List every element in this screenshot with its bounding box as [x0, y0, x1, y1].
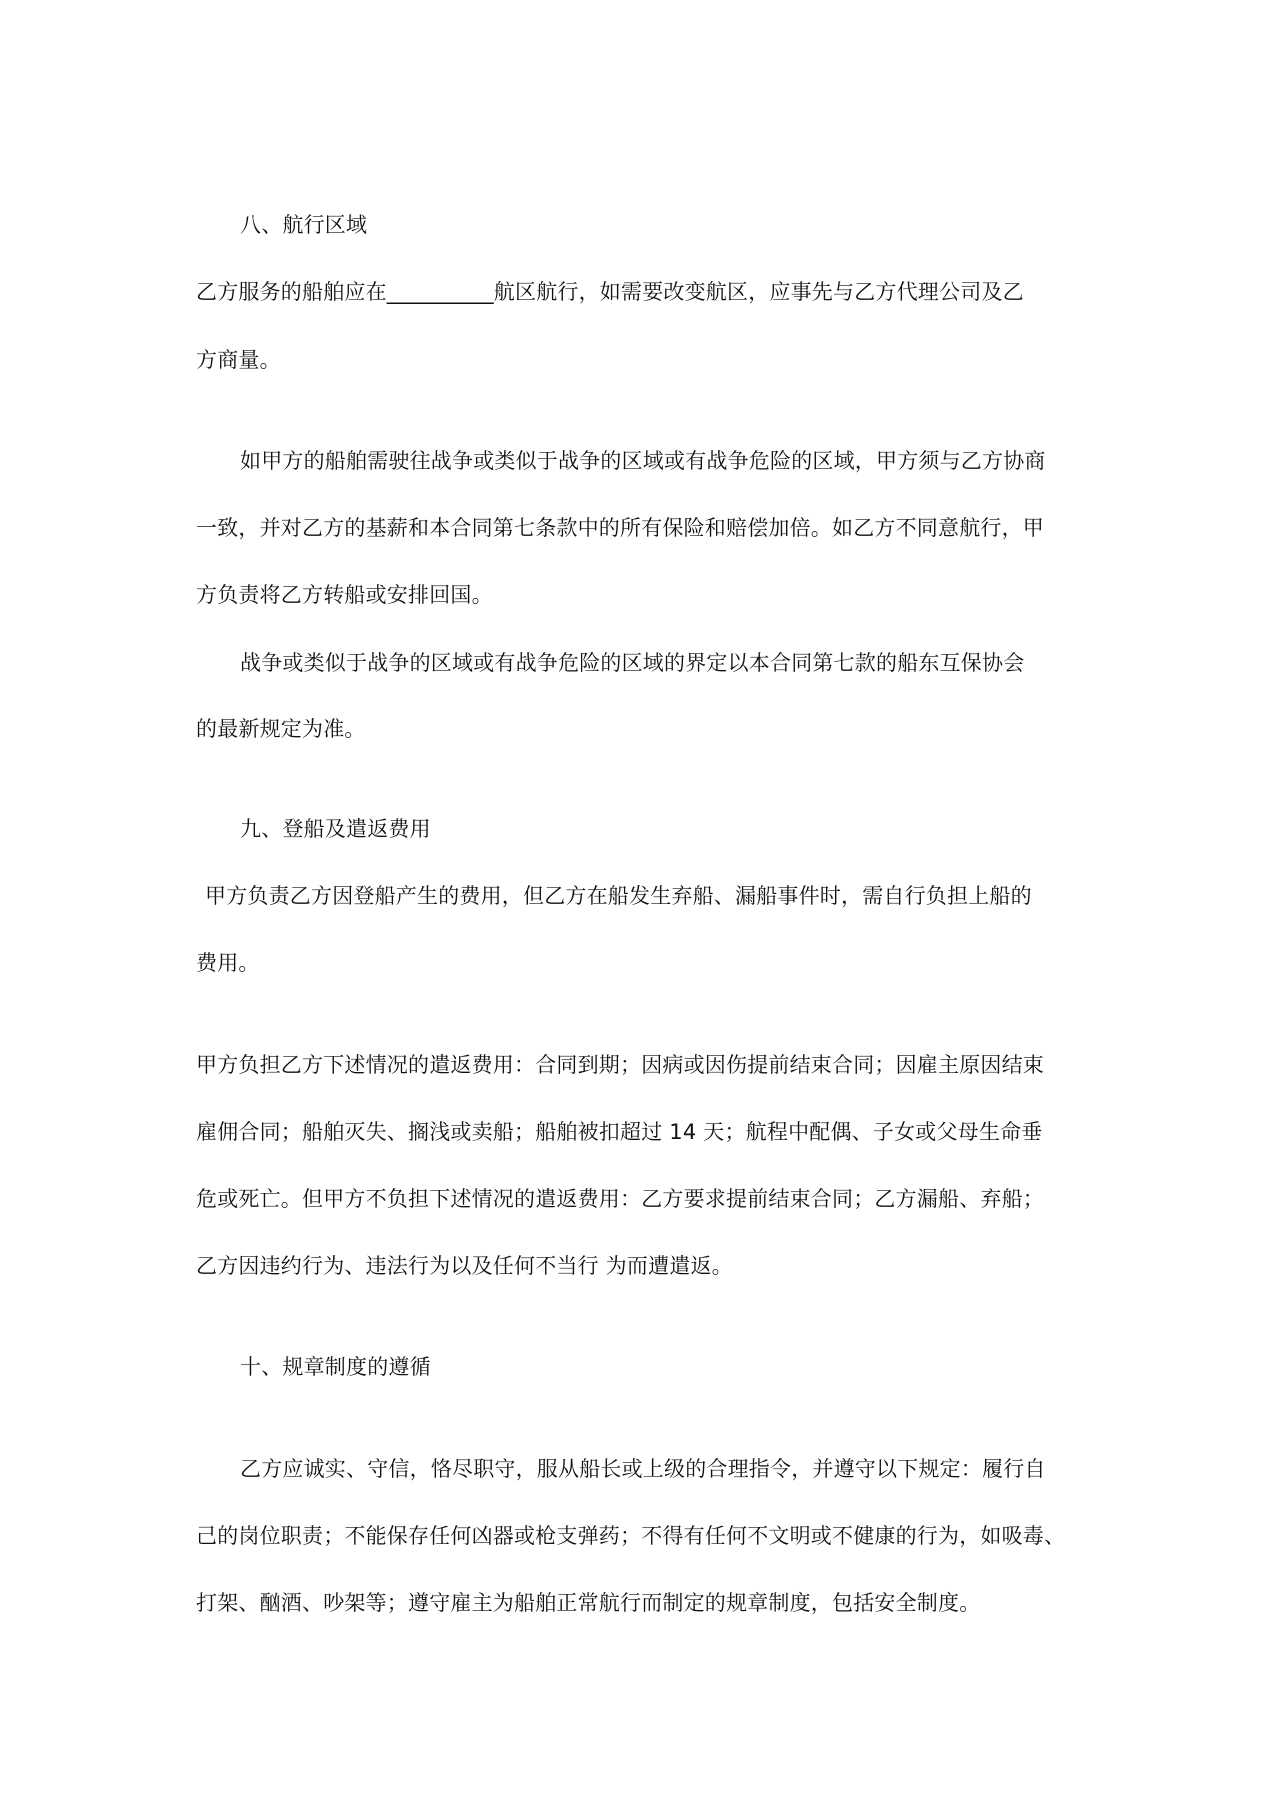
section-8-heading: 八、航行区域	[240, 213, 368, 237]
section-9-para1-line1: 甲方负责乙方因登船产生的费用，但乙方在船发生弃船、漏船事件时，需自行负担上船的	[205, 884, 1032, 908]
section-8-para2-line3: 方负责将乙方转船或安排回国。	[196, 583, 493, 607]
section-10-para1-line3: 打架、酗酒、吵架等；遵守雇主为船舶正常航行而制定的规章制度，包括安全制度。	[196, 1591, 981, 1615]
section-8-para3-line1: 战争或类似于战争的区域或有战争危险的区域的界定以本合同第七款的船东互保协会	[240, 651, 1025, 675]
section-10-para1-line1: 乙方应诚实、守信，恪尽职守，服从船长或上级的合理指令，并遵守以下规定：履行自	[240, 1457, 1046, 1481]
section-8-para2-line2: 一致，并对乙方的基薪和本合同第七条款中的所有保险和赔偿加倍。如乙方不同意航行，甲	[196, 516, 1044, 540]
section-9-para1-line2: 费用。	[196, 951, 260, 975]
section-8-para2-line1: 如甲方的船舶需驶往战争或类似于战争的区域或有战争危险的区域，甲方须与乙方协商	[240, 449, 1046, 473]
section-9-para2-line1: 甲方负担乙方下述情况的遣返费用：合同到期；因病或因伤提前结束合同；因雇主原因结束	[196, 1053, 1044, 1077]
section-9-heading: 九、登船及遣返费用	[240, 817, 431, 841]
section-10-para1-line2: 己的岗位职责；不能保存任何凶器或枪支弹药；不得有任何不文明或不健康的行为，如吸毒、	[196, 1524, 1066, 1548]
section-8-para1-line2: 方商量。	[196, 348, 281, 372]
section-9-para2-line3: 危或死亡。但甲方不负担下述情况的遣返费用：乙方要求提前结束合同；乙方漏船、弃船；	[196, 1187, 1044, 1211]
section-9-para2-line2: 雇佣合同；船舶灭失、搁浅或卖船；船舶被扣超过 14 天；航程中配偶、子女或父母生命垂	[196, 1120, 1043, 1144]
section-9-para2-line4: 乙方因违约行为、违法行为以及任何不当行 为而遭遣返。	[196, 1254, 733, 1278]
section-8-para3-line2: 的最新规定为准。	[196, 717, 366, 741]
section-10-heading: 十、规章制度的遵循	[240, 1355, 431, 1379]
section-8-para1-line1: 乙方服务的船舶应在__________航区航行，如需要改变航区，应事先与乙方代理公司及乙	[196, 280, 1024, 304]
